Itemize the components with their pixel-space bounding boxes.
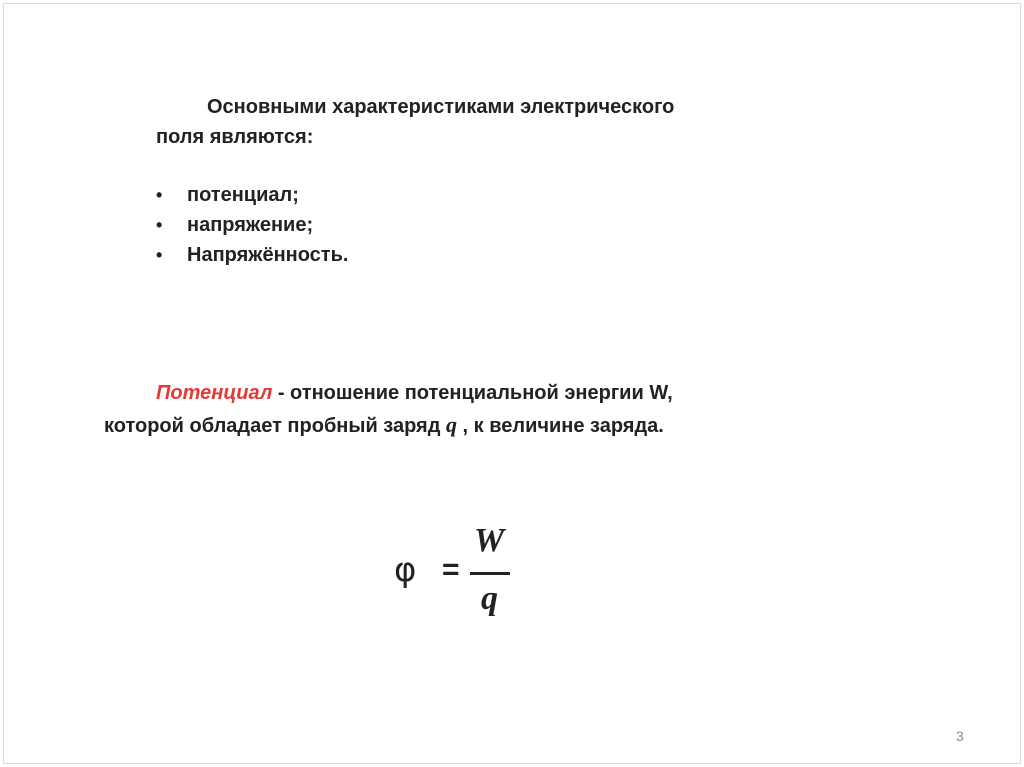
list-item — [156, 240, 348, 270]
characteristics-list — [156, 180, 348, 270]
list-item-text: напряжение; — [187, 214, 314, 236]
definition-line-2 — [104, 410, 664, 441]
bullet-icon: • — [156, 215, 163, 235]
definition-text-3: , к величине заряда. — [456, 415, 664, 437]
intro-line-1: Основными характеристиками электрического — [207, 96, 675, 118]
formula-fraction-bar — [470, 572, 510, 575]
formula-equals: = — [442, 553, 460, 586]
bullet-icon: • — [156, 245, 163, 265]
definition-term: Потенциал — [156, 382, 273, 404]
list-item-text: Напряжённость. — [187, 244, 349, 266]
intro-line-2: поля являются: — [156, 126, 314, 148]
list-item — [156, 180, 348, 210]
charge-variable: q — [445, 412, 457, 437]
list-item-text: потенциал; — [187, 184, 299, 206]
page-number: 3 — [956, 728, 964, 744]
formula-numerator: W — [474, 522, 505, 559]
formula-phi-symbol: φ — [394, 550, 417, 590]
bullet-icon: • — [156, 185, 163, 205]
slide — [3, 3, 1021, 764]
definition-line-1 — [156, 378, 673, 408]
definition-text-1: - отношение потенциальной энергии W, — [272, 382, 673, 404]
potential-formula — [394, 522, 534, 632]
list-item — [156, 210, 348, 240]
formula-denominator: q — [481, 580, 498, 617]
definition-text-2: которой обладает пробный заряд — [104, 415, 446, 437]
